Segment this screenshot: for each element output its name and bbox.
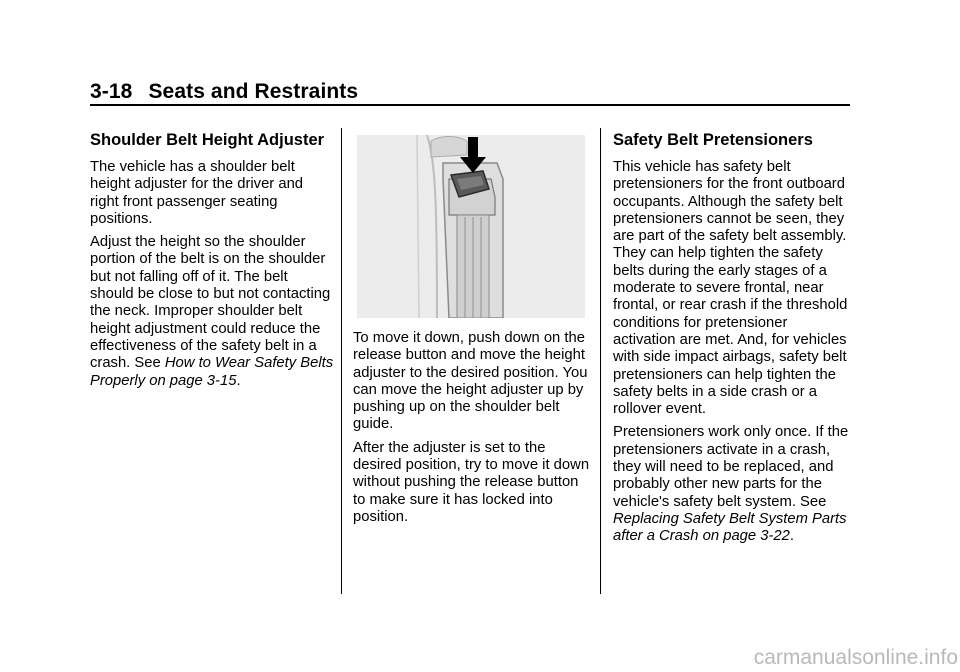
chapter-title: Seats and Restraints (148, 80, 359, 103)
paragraph-text: Adjust the height so the shoulder portion of the belt is on the shoulder but not falling off of it. The belt should be close to but not contacting the neck. Improper shoulder belt height adjustment could reduce the effectiveness of the safety belt in a crash. See (90, 234, 331, 372)
trim-cap (431, 137, 467, 158)
paragraph-end: . (236, 372, 241, 389)
paragraph-end: . (789, 528, 794, 545)
shoulder-belt-adjuster-illustration (357, 135, 585, 318)
section-heading-shoulder-belt: Shoulder Belt Height Adjuster (90, 131, 325, 149)
column-divider-left (341, 128, 342, 594)
column-divider-right (600, 128, 601, 594)
middle-column (353, 330, 593, 532)
paragraph: This vehicle has safety belt pretensioners for the front outboard occupants. Although the safety belt pretensioners cannot be seen, they are part of the safety belt assembly. They can help tighten the safety belts during the early stages of a moderate to severe frontal, near frontal, or rear crash if the threshold conditions for pretensioner activation are met. And, for vehicles with side impact airbags, safety belt pretensioners can help tighten the safety belts in a side crash or a rollover event. (613, 159, 848, 418)
paragraph (90, 234, 334, 390)
paragraph (613, 424, 853, 545)
header-rule (90, 104, 850, 106)
page-number: 3-18 (90, 80, 133, 103)
paragraph-text: Pretensioners work only once. If the pretensioners activate in a crash, they will need to be replaced, and probably other new parts for the vehicle's safety belt system. See (613, 424, 849, 510)
paragraph: The vehicle has a shoulder belt height adjuster for the driver and right front passenger seating positions. (90, 159, 304, 227)
paragraph: After the adjuster is set to the desired position, try to move it down without pushing the release button to make sure it has locked into position. (353, 439, 590, 525)
page-header (90, 79, 358, 105)
paragraph: To move it down, push down on the release button and move the height adjuster to the desired position. You can move the height adjuster up by pushing up on the shoulder belt guide. (353, 330, 588, 433)
cross-reference-link[interactable]: How to Wear Safety Belts Properly on page 3-15 (90, 355, 334, 389)
left-column (90, 130, 334, 396)
section-heading-pretensioners: Safety Belt Pretensioners (613, 131, 813, 149)
watermark-logo: carmanualsonline.info (753, 646, 958, 669)
cross-reference-link[interactable]: Replacing Safety Belt System Parts after a Crash on page 3-22 (613, 510, 847, 545)
right-column (613, 130, 853, 552)
